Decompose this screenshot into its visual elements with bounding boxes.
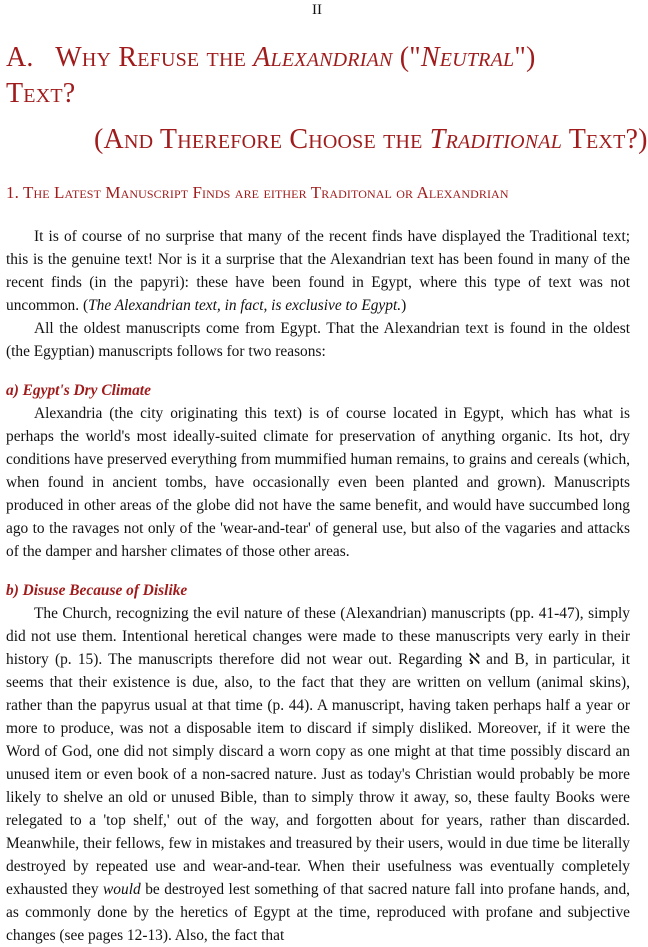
heading-line-2 <box>6 122 648 158</box>
subheading-b: b) Disuse Because of Dislike <box>6 582 188 599</box>
heading-sub-pre: (And Therefore Choose the <box>94 124 430 155</box>
heading-sub-post: Text?) <box>562 124 648 155</box>
paragraph-1-italic: The Alexandrian text, in fact, is exclusive to Egypt. <box>88 297 402 314</box>
heading-text-neutral: Neutral <box>420 42 515 73</box>
heading-text-post: ") <box>514 42 536 73</box>
paragraph-2: All the oldest manuscripts come from Egypt. That the Alexandrian text is found in the oldest (the Egyptian) manuscripts follows for two reasons: <box>6 320 630 360</box>
paragraph-1 <box>6 225 630 317</box>
paragraph-4-italic: would <box>103 881 141 898</box>
heading-line-1-cont <box>6 76 630 112</box>
heading-text-cont: Text? <box>6 78 76 109</box>
heading-text-mid: (" <box>392 42 421 73</box>
paragraph-4-b: be destroyed lest something of that sacred nature fall into profane hands, and, as commonly done by the heretics of Egypt at the time, reproduced with profane and subjective changes (see pages 12-13). Also, the fact that <box>6 881 630 944</box>
paragraph-4 <box>6 602 630 947</box>
section-title: 1. The Latest Manuscript Finds are either Traditonal or Alexandrian <box>6 183 509 202</box>
body-text <box>6 225 630 947</box>
heading-sub-traditional: Traditional <box>429 124 563 155</box>
heading-text-pre: Why Refuse the <box>55 42 254 73</box>
heading-text-alexandrian: Alexandrian <box>253 42 393 73</box>
chapter-heading <box>6 40 648 158</box>
paragraph-4-a: The Church, recognizing the evil nature of these (Alexandrian) manuscripts (pp. 41-47), simply did not use them. Intentional heretical changes were made to these manuscripts very early in their history (p. 15). The manuscripts therefore did not wear out. Regarding ℵ and B, in particular, it seems that their existence is due, also, to the fact that they are written on vellum (animal skins), rather than the papyrus usual at that time (p. 44). A manuscript, having taken perhaps half a year or more to produce, was not a disposable item to discard if simply disliked. Moreover, if it were the Word of God, one did not simply discard a worn copy as one might at that time possibly discard an unused item or even book of a non-sacred nature. Just as today's Christian would probably be more likely to shelve an old or unused Bible, than to simply throw it away, so, these faulty Books were relegated to a 'top shelf,' out of the way, and forgotten about for years, rather than discarded. Meanwhile, their fellows, few in mistakes and treasured by their users, would in due time be literally destroyed by repeated use and wear-and-tear. When their usefulness was eventually completely exhausted they <box>6 605 630 898</box>
subheading-a: a) Egypt's Dry Climate <box>6 382 151 399</box>
heading-label: A. <box>6 42 34 73</box>
page-number: II <box>312 2 322 18</box>
paragraph-1-a: It is of course of no surprise that many of the recent finds have displayed the Traditional text; this is the genuine text! Nor is it a surprise that the Alexandrian text has been found in many of the recent finds (in the papyri): these have been found in Egypt, where this type of text was not uncommon. ( <box>6 228 630 314</box>
paragraph-3: Alexandria (the city originating this text) is of course located in Egypt, which has what is perhaps the world's most ideally-suited climate for preservation of anything organic. Its hot, dry conditions have preserved everything from mummified human remains, to grains and cereals (which, when found in ancient tombs, have occasionally even been planted and grown). Manuscripts produced in other areas of the globe did not have the same benefit, and would have succumbed long ago to the ravages not only of the 'wear-and-tear' of general use, but also of the vagaries and attacks of the damper and harsher climates of those other areas. <box>6 405 630 560</box>
paragraph-1-b: ) <box>401 297 407 314</box>
heading-line-1 <box>6 40 630 76</box>
